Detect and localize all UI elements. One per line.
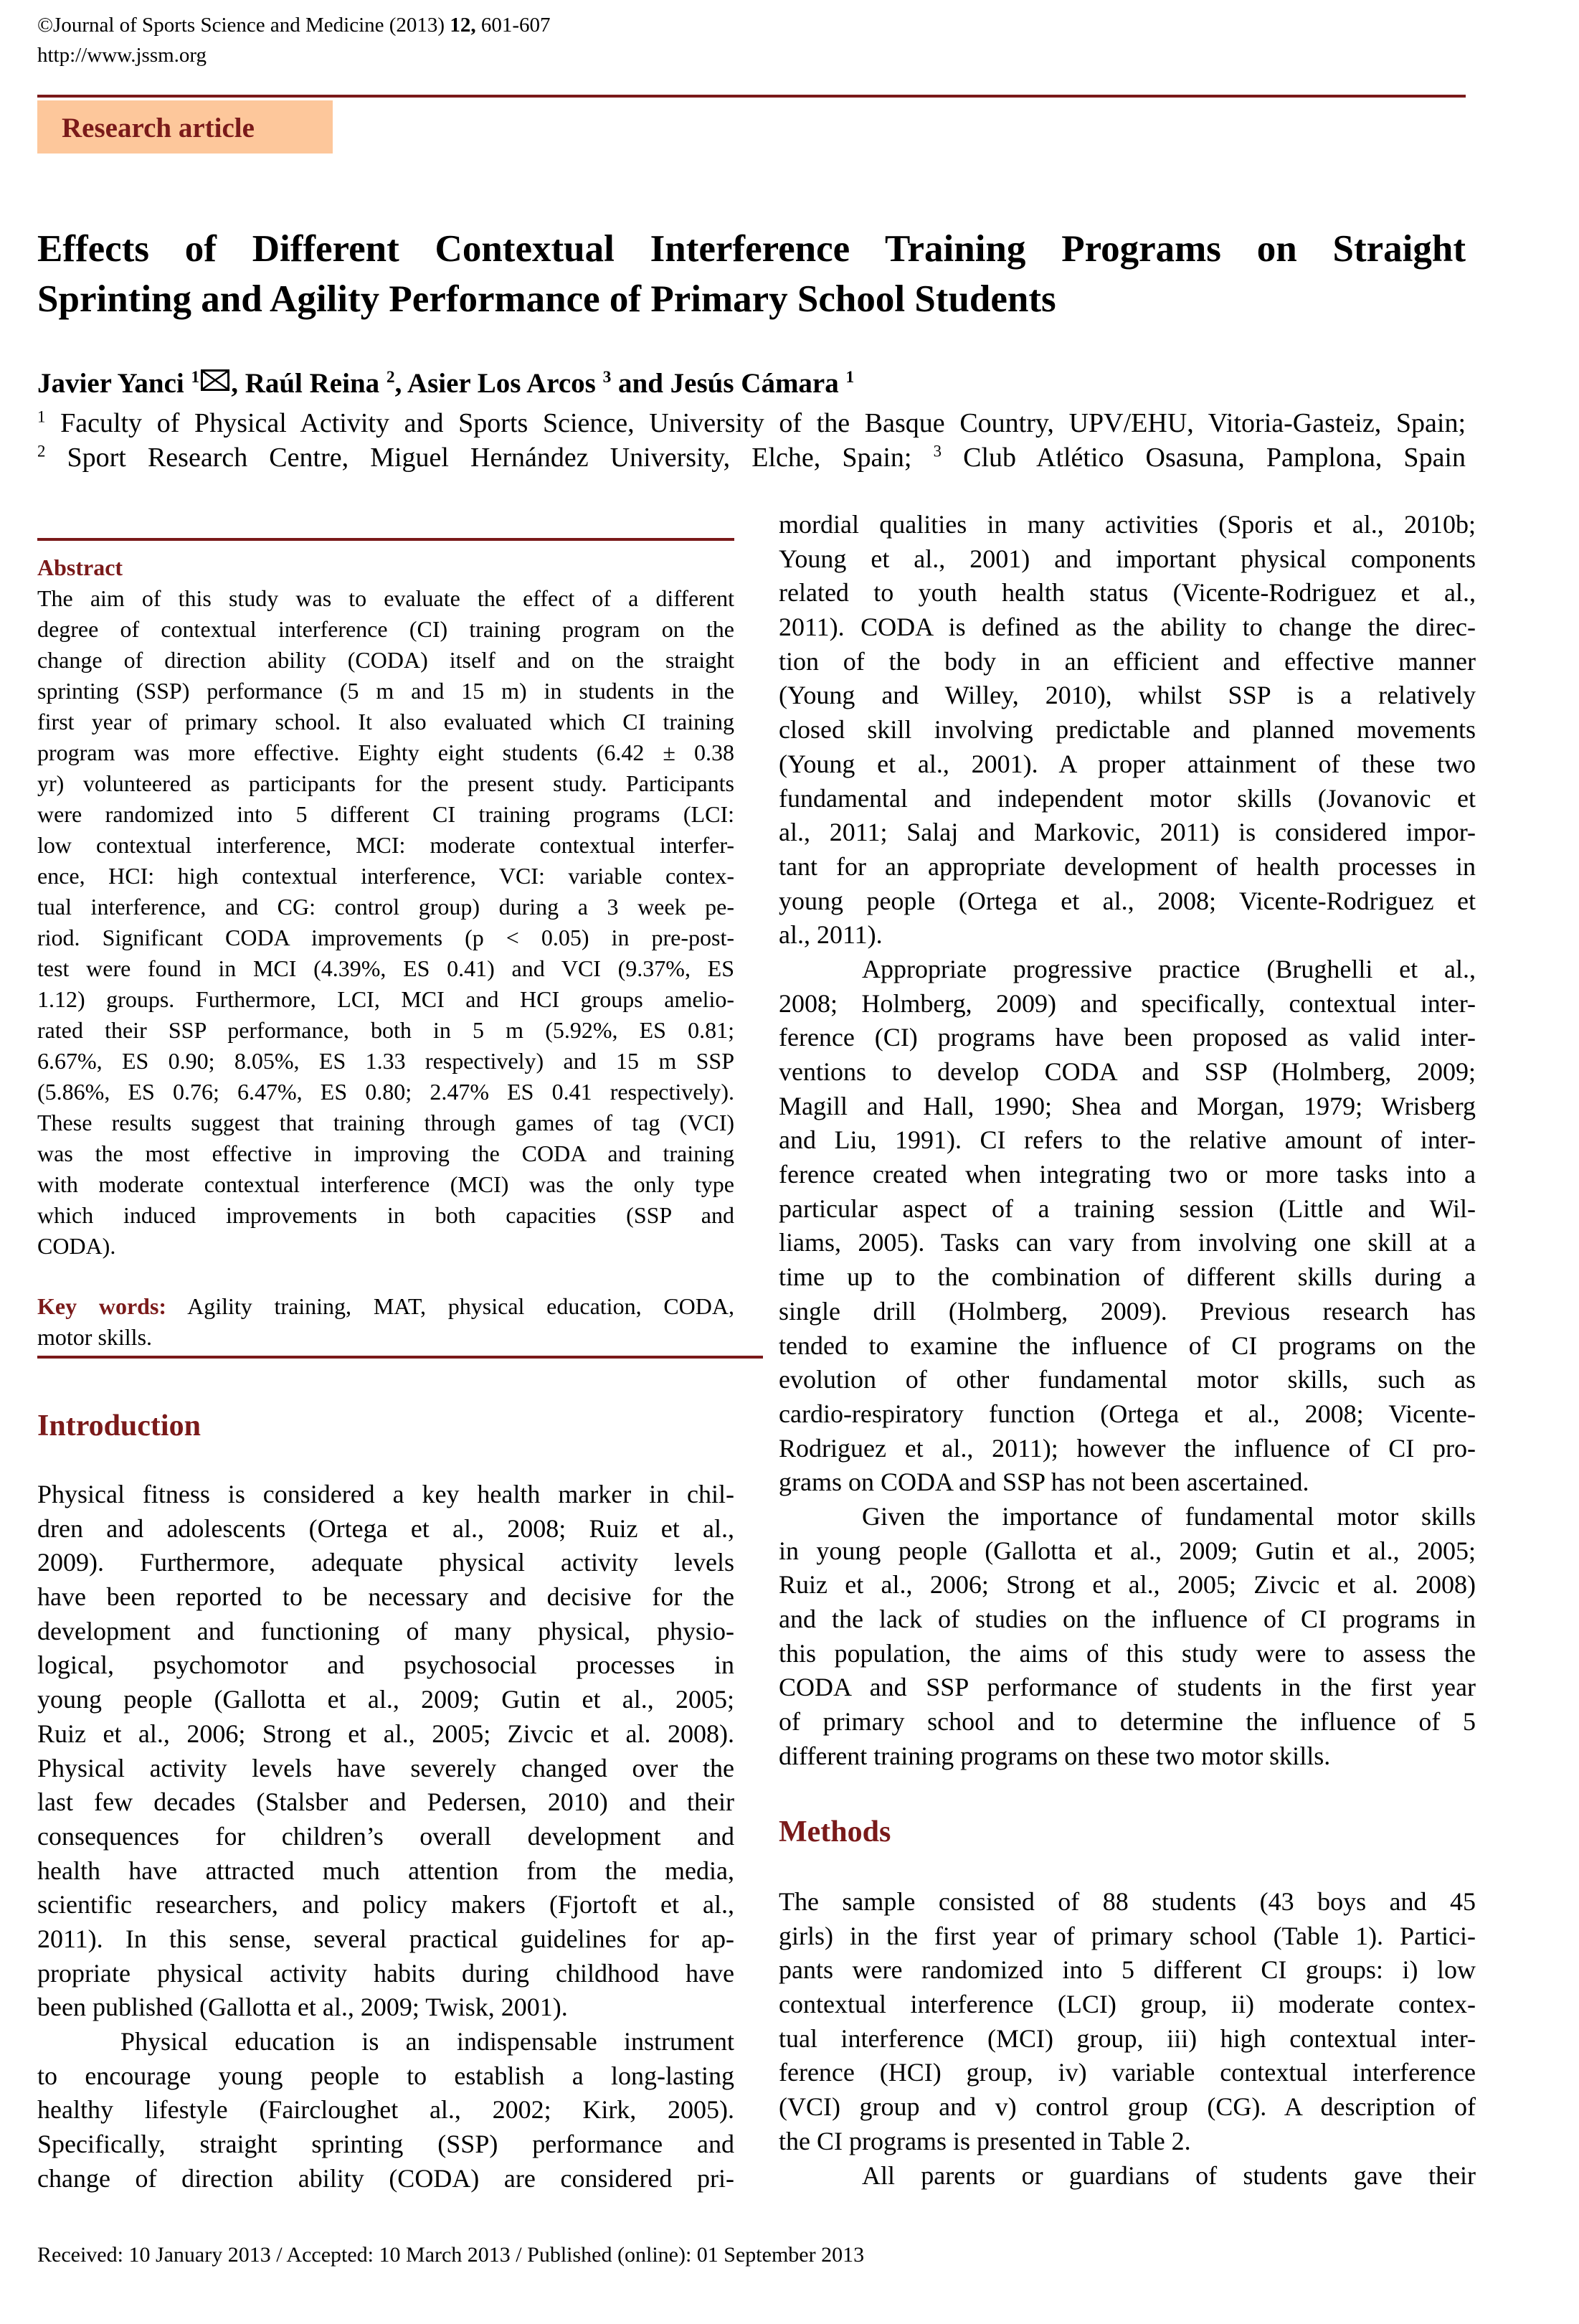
body-line: liams, 2005). Tasks can vary from involving one skill at a: [779, 1228, 1476, 1257]
affiliation-line-1: $^1$ Faculty of Physical Activity and Sports Science, University of the Basque Country, UPV/EHU, Vitoria-Gasteiz, Spain;: [37, 407, 1466, 438]
abstract-line: 1.12) groups. Furthermore, LCI, MCI and HCI groups amelio-: [37, 986, 734, 1012]
body-line: Young et al., 2001) and important physical components: [779, 544, 1476, 573]
journal-url[interactable]: http://www.jssm.org: [37, 44, 207, 67]
body-line: tion of the body in an efficient and effective manner: [779, 646, 1476, 676]
keywords-line-2: motor skills.: [37, 1324, 153, 1350]
body-line: (Young and Willey, 2010), whilst SSP is a relatively: [779, 681, 1476, 710]
introduction-line: young people (Gallotta et al., 2009; Gutin et al., 2005;: [37, 1685, 734, 1714]
abstract-label: Abstract: [37, 554, 123, 580]
methods-line: ference (HCI) group, iv) variable contextual interference: [779, 2058, 1476, 2087]
introduction-line: have been reported to be necessary and decisive for the: [37, 1582, 734, 1612]
introduction-line: Ruiz et al., 2006; Strong et al., 2005; Zivcic et al. 2008).: [37, 1719, 734, 1748]
abstract-line: CODA).: [37, 1233, 116, 1259]
abstract-line: tual interference, and CG: control group) during a 3 week pe-: [37, 894, 734, 920]
body-line: particular aspect of a training session (Little and Wil-: [779, 1194, 1476, 1223]
body-line: cardio-respiratory function (Ortega et al., 2008; Vicente-: [779, 1399, 1476, 1428]
introduction-line: Physical activity levels have severely changed over the: [37, 1753, 734, 1782]
introduction-line: dren and adolescents (Ortega et al., 2008; Ruiz et al.,: [37, 1513, 734, 1543]
body-line: Appropriate progressive practice (Brughelli et al.,: [862, 954, 1476, 983]
body-line: different training programs on these two motor skills.: [779, 1741, 1331, 1770]
body-line: in young people (Gallotta et al., 2009; Gutin et al., 2005;: [779, 1536, 1476, 1565]
abstract: [37, 552, 734, 1262]
abstract-rule-top: [37, 538, 734, 541]
body-line: 2008; Holmberg, 2009) and specifically, contextual inter-: [779, 988, 1476, 1018]
journal-citation: ©Journal of Sports Science and Medicine (2013) 12, 601-607: [37, 14, 551, 37]
right-column-body: [779, 508, 1476, 1773]
abstract-line: degree of contextual interference (CI) training program on the: [37, 616, 734, 642]
body-line: evolution of other fundamental motor skills, such as: [779, 1365, 1476, 1394]
introduction-line: development and functioning of many physical, physio-: [37, 1616, 734, 1645]
introduction-line: been published (Gallotta et al., 2009; Twisk, 2001).: [37, 1993, 568, 2022]
introduction-line: 2009). Furthermore, adequate physical activity levels: [37, 1548, 734, 1577]
body-line: tant for an appropriate development of health processes in: [779, 851, 1476, 881]
abstract-line: 6.67%, ES 0.90; 8.05%, ES 1.33 respectively) and 15 m SSP: [37, 1048, 734, 1074]
introduction-line: 2011). In this sense, several practical guidelines for ap-: [37, 1924, 734, 1953]
author-3: , Asier Los Arcos: [394, 368, 603, 399]
body-line: Given the importance of fundamental motor skills: [862, 1501, 1476, 1531]
body-line: grams on CODA and SSP has not been ascertained.: [779, 1468, 1309, 1497]
abstract-line: (5.86%, ES 0.76; 6.47%, ES 0.80; 2.47% ES 0.41 respectively).: [37, 1079, 734, 1105]
body-line: of primary school and to determine the influence of 5: [779, 1707, 1476, 1737]
introduction-line: scientific researchers, and policy makers (Fjortoft et al.,: [37, 1890, 734, 1919]
keywords: [37, 1291, 734, 1353]
author-4: and Jesús Cámara: [611, 368, 846, 399]
methods-line: girls) in the first year of primary school (Table 1). Partici-: [779, 1921, 1476, 1950]
author-1: Javier Yanci: [37, 368, 191, 399]
abstract-line: were randomized into 5 different CI training programs (LCI:: [37, 801, 734, 827]
methods-body: [779, 1885, 1476, 2193]
title-line-2: Sprinting and Agility Performance of Primary School Students: [37, 278, 1056, 320]
abstract-line: test were found in MCI (4.39%, ES 0.41) and VCI (9.37%, ES: [37, 955, 734, 981]
abstract-line: The aim of this study was to evaluate the effect of a different: [37, 585, 734, 611]
abstract-line: program was more effective. Eighty eight students (6.42 ± 0.38: [37, 740, 734, 765]
author-list: Javier Yanci $^1$ , Raúl Reina $^2$, Asier Los Arcos $^3$ and Jesús Cámara $^1$: [37, 368, 855, 399]
abstract-line: with moderate contextual interference (MCI) was the only type: [37, 1171, 734, 1197]
body-line: and the lack of studies on the influence of CI programs in: [779, 1605, 1476, 1633]
abstract-line: These results suggest that training through games of tag (VCI): [37, 1110, 734, 1135]
introduction-line: Physical fitness is considered a key health marker in chil-: [37, 1480, 734, 1508]
body-line: fundamental and independent motor skills (Jovanovic et: [779, 783, 1476, 813]
abstract-line: was the most effective in improving the CODA and training: [37, 1140, 734, 1166]
abstract-line: yr) volunteered as participants for the present study. Participants: [37, 770, 734, 796]
keywords-line-1: Key words: Agility training, MAT, physical education, CODA,: [37, 1293, 734, 1319]
title-line-1: Effects of Different Contextual Interference Training Programs on Straight: [37, 228, 1466, 270]
abstract-line: which induced improvements in both capacities (SSP and: [37, 1202, 734, 1228]
abstract-rule-bottom: [37, 1356, 763, 1359]
introduction-line: Physical education is an indispensable instrument: [120, 2027, 734, 2056]
introduction-line: to encourage young people to establish a long-lasting: [37, 2061, 734, 2090]
abstract-line: riod. Significant CODA improvements (p < 0.05) in pre-post-: [37, 925, 734, 950]
introduction-line: Specifically, straight sprinting (SSP) performance and: [37, 2130, 734, 2159]
methods-line: (VCI) group and v) control group (CG). A description of: [779, 2092, 1476, 2122]
affiliations: [37, 406, 1466, 475]
body-line: Magill and Hall, 1990; Shea and Morgan, 1979; Wrisberg: [779, 1091, 1476, 1120]
body-line: al., 2011).: [779, 920, 883, 950]
abstract-line: ence, HCI: high contextual interference, VCI: variable contex-: [37, 863, 734, 889]
methods-line: The sample consisted of 88 students (43 boys and 45: [779, 1887, 1476, 1916]
body-line: ference (CI) programs have been proposed as valid inter-: [779, 1023, 1476, 1052]
introduction-body: [37, 1478, 734, 2196]
introduction-line: logical, psychomotor and psychosocial processes in: [37, 1650, 734, 1680]
body-line: ventions to develop CODA and SSP (Holmberg, 2009;: [779, 1057, 1476, 1086]
body-line: mordial qualities in many activities (Sporis et al., 2010b;: [779, 510, 1476, 539]
body-line: 2011). CODA is defined as the ability to change the direc-: [779, 613, 1476, 642]
introduction-line: change of direction ability (CODA) are considered pri-: [37, 2163, 734, 2193]
body-line: related to youth health status (Vicente-Rodriguez et al.,: [779, 578, 1476, 608]
abstract-line: rated their SSP performance, both in 5 m (5.92%, ES 0.81;: [37, 1017, 734, 1043]
abstract-body: [37, 583, 734, 1262]
body-line: and Liu, 1991). CI refers to the relative amount of inter-: [779, 1125, 1476, 1155]
abstract-line: first year of primary school. It also evaluated which CI training: [37, 709, 734, 734]
body-line: tended to examine the influence of CI programs on the: [779, 1331, 1476, 1360]
methods-line: tual interference (MCI) group, iii) high contextual inter-: [779, 2023, 1476, 2053]
header-rule: [37, 95, 1466, 98]
introduction-line: last few decades (Stalsber and Pedersen, 2010) and their: [37, 1787, 734, 1817]
author-2: , Raúl Reina: [231, 368, 387, 399]
article-type-label: Research article: [62, 113, 255, 143]
paper-title: [37, 224, 1466, 324]
introduction-line: healthy lifestyle (Faircloughet al., 2002; Kirk, 2005).: [37, 2095, 734, 2125]
body-line: young people (Ortega et al., 2008; Vicente-Rodriguez et: [779, 886, 1476, 915]
body-line: ference created when integrating two or more tasks into a: [779, 1160, 1476, 1189]
methods-line: All parents or guardians of students gave their: [862, 2160, 1476, 2190]
envelope-icon[interactable]: [201, 369, 229, 391]
methods-line: pants were randomized into 5 different CI groups: i) low: [779, 1955, 1476, 1985]
introduction-line: propriate physical activity habits during childhood have: [37, 1958, 734, 1988]
body-line: Ruiz et al., 2006; Strong et al., 2005; Zivcic et al. 2008): [779, 1570, 1476, 1600]
abstract-line: change of direction ability (CODA) itself and on the straight: [37, 647, 734, 673]
abstract-line: sprinting (SSP) performance (5 m and 15 m) in students in the: [37, 678, 734, 704]
body-line: closed skill involving predictable and planned movements: [779, 715, 1476, 745]
introduction-line: consequences for children’s overall development and: [37, 1821, 734, 1851]
body-line: al., 2011; Salaj and Markovic, 2011) is considered impor-: [779, 818, 1476, 847]
introduction-heading: Introduction: [37, 1409, 201, 1442]
body-line: this population, the aims of this study were to assess the: [779, 1638, 1476, 1668]
body-line: single drill (Holmberg, 2009). Previous research has: [779, 1296, 1476, 1326]
body-line: time up to the combination of different skills during a: [779, 1262, 1476, 1292]
abstract-line: low contextual interference, MCI: moderate contextual interfer-: [37, 832, 734, 858]
affiliation-line-2: $^2$ Sport Research Centre, Miguel Hernández University, Elche, Spain; $^3$ Club Atlético Osasuna, Pamplona, Spain: [37, 442, 1466, 473]
methods-line: the CI programs is presented in Table 2.: [779, 2126, 1191, 2155]
article-type-badge: [37, 100, 333, 153]
body-line: CODA and SSP performance of students in the first year: [779, 1673, 1476, 1702]
introduction-line: health have attracted much attention from the media,: [37, 1856, 734, 1885]
methods-line: contextual interference (LCI) group, ii) moderate contex-: [779, 1990, 1476, 2019]
publication-dates: Received: 10 January 2013 / Accepted: 10 March 2013 / Published (online): 01 September 2013: [37, 2243, 865, 2267]
journal-header: [37, 10, 551, 70]
methods-heading: Methods: [779, 1815, 891, 1848]
body-line: Rodriguez et al., 2011); however the influence of CI pro-: [779, 1433, 1476, 1463]
body-line: (Young et al., 2001). A proper attainment of these two: [779, 749, 1476, 778]
